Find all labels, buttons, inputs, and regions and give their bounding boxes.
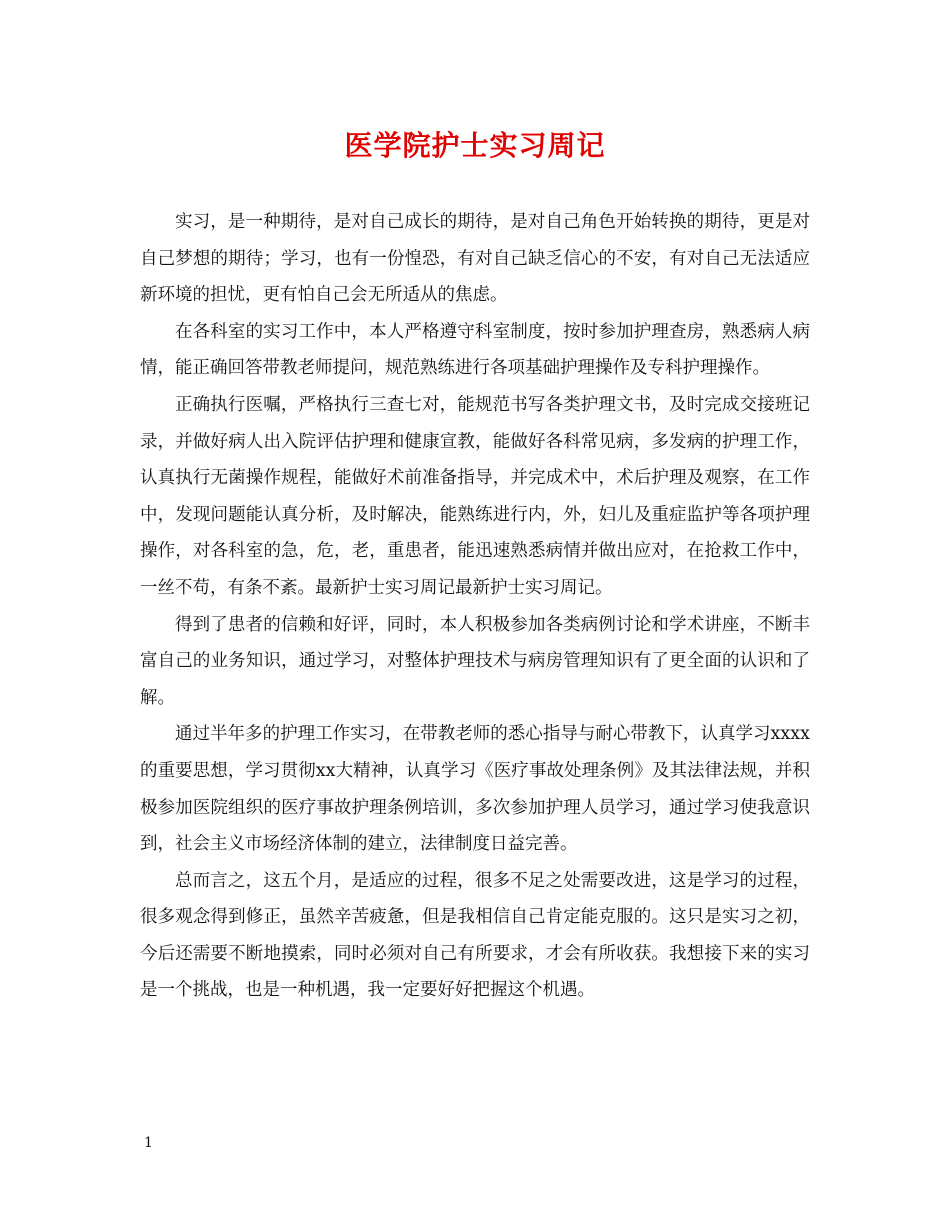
paragraph-1: 实习，是一种期待，是对自己成长的期待，是对自己角色开始转换的期待，更是对自己梦想的期待；学习，也有一份惶恐，有对自己缺乏信心的不安，有对自己无法适应新环境的担忧，更有怕自己会无所适从的焦虑。 <box>140 212 810 306</box>
paragraph-6: 总而言之，这五个月，是适应的过程，很多不足之处需要改进，这是学习的过程，很多观念得到修正，虽然辛苦疲惫，但是我相信自己肯定能克服的。这只是实习之初，今后还需要不断地摸索，同时必须对自己有所要求，才会有所收获。我想接下来的实习是一个挑战，也是一种机遇，我一定要好好把握这个机遇。 <box>140 870 810 1001</box>
document-title: 医学院护士实习周记 <box>344 129 606 162</box>
paragraph-5: 通过半年多的护理工作实习，在带教老师的悉心指导与耐心带教下，认真学习xxxx 的重要思想，学习贯彻xx大精神，认真学习《医疗事故处理条例》及其法律法规，并积极参加医院组织的医疗事故护理条例培训，多次参加护理人员学习，通过学习使我意识到，社会主义市场经济体制的建立，法律制度日益完善。 <box>140 724 810 855</box>
paragraph-4: 得到了患者的信赖和好评，同时，本人积极参加各类病例讨论和学术讲座，不断丰富自己的业务知识，通过学习，对整体护理技术与病房管理知识有了更全面的认识和了解。 <box>140 614 810 708</box>
paragraph-3: 正确执行医嘱，严格执行三查七对，能规范书写各类护理文书，及时完成交接班记录，并做好病人出入院评估护理和健康宣教，能做好各科常见病，多发病的护理工作，认真执行无菌操作规程，能做好术前准备指导，并完成术中，术后护理及观察，在工作中，发现问题能认真分析，及时解决，能熟练进行内，外，妇儿及重症监护等各项护理操作，对各科室的急，危，老，重患者，能迅速熟悉病情并做出应对，在抢救工作中，一丝不苟，有条不紊。最新护士实习周记最新护士实习周记。 <box>140 394 810 598</box>
paragraph-2: 在各科室的实习工作中，本人严格遵守科室制度，按时参加护理查房，熟悉病人病情，能正确回答带教老师提问，规范熟练进行各项基础护理操作及专科护理操作。 <box>140 321 810 379</box>
page-number: 1 <box>144 1135 153 1151</box>
document-body <box>140 204 810 1009</box>
